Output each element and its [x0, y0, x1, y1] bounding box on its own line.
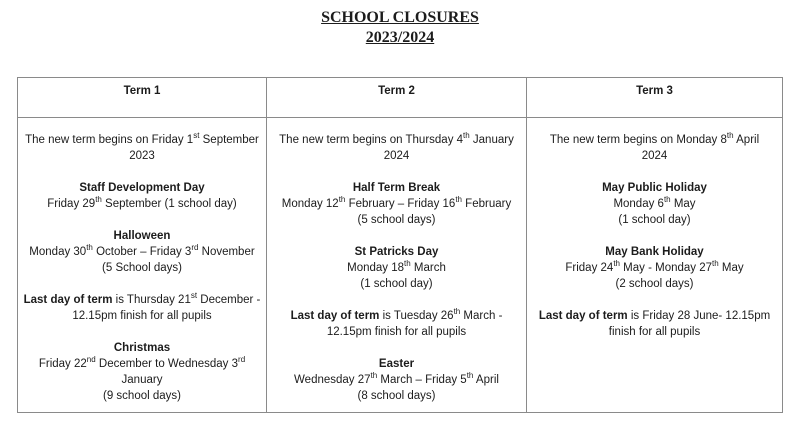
text-line: Monday 18th March	[347, 259, 446, 274]
term1-cell	[18, 118, 267, 413]
text-line	[527, 164, 782, 180]
text-line: Christmas	[113, 342, 171, 354]
text-line: The new term begins on Thursday 4th January	[279, 131, 514, 146]
document-title-line1: SCHOOL CLOSURES	[321, 9, 479, 26]
text-line: January	[121, 374, 163, 386]
text-line: finish for all pupils	[608, 326, 701, 338]
text-line	[18, 164, 266, 180]
text-line	[527, 292, 782, 308]
text-line: (2 school days)	[615, 278, 694, 290]
text-line: Last day of term is Tuesday 26th March -	[290, 307, 503, 322]
text-line: The new term begins on Friday 1st September	[25, 131, 259, 146]
text-line: The new term begins on Monday 8th April	[549, 131, 760, 146]
text-line: 2024	[383, 150, 410, 162]
text-line: Easter	[378, 358, 415, 370]
text-line: 2024	[641, 150, 668, 162]
text-line: Staff Development Day	[79, 182, 205, 194]
text-line: May Bank Holiday	[605, 246, 704, 258]
document-title-line2: 2023/2024	[365, 29, 435, 46]
school-closures-table	[17, 77, 783, 413]
text-line: (1 school day)	[618, 214, 691, 226]
text-line: Last day of term is Thursday 21st December -	[23, 291, 261, 306]
table-body-row	[18, 118, 783, 413]
text-line: Monday 12th February – Friday 16th February	[281, 195, 512, 210]
text-line: Friday 24th May - Monday 27th May	[565, 259, 744, 274]
text-line	[18, 276, 266, 292]
text-line: St Patricks Day	[354, 246, 439, 258]
text-line	[527, 228, 782, 244]
text-line: (8 school days)	[357, 390, 436, 402]
text-line: (1 school day)	[360, 278, 433, 290]
text-line: Friday 22nd December to Wednesday 3rd	[38, 355, 246, 370]
column-header-term1: Term 1	[18, 78, 267, 118]
text-line: 2023	[129, 150, 155, 162]
text-line: 12.15pm finish for all pupils	[72, 310, 212, 322]
text-line: Last day of term is Friday 28 June- 12.15pm	[538, 310, 771, 322]
text-line: 12.15pm finish for all pupils	[326, 326, 467, 338]
text-line: Half Term Break	[352, 182, 441, 194]
document-header	[0, 0, 800, 48]
text-line	[18, 324, 266, 340]
column-header-term2: Term 2	[267, 78, 527, 118]
text-line	[267, 292, 526, 308]
text-line: (5 school days)	[357, 214, 436, 226]
text-line: Monday 30th October – Friday 3rd November	[29, 243, 255, 258]
column-header-term3: Term 3	[527, 78, 783, 118]
text-line: (9 school days)	[103, 390, 181, 402]
text-line: Wednesday 27th March – Friday 5th April	[294, 371, 499, 386]
text-line	[267, 340, 526, 356]
term2-cell	[267, 118, 527, 413]
text-line	[18, 212, 266, 228]
text-line: Friday 29th September (1 school day)	[47, 195, 237, 210]
text-line: Halloween	[113, 230, 171, 242]
text-line	[267, 228, 526, 244]
text-line: Monday 6th May	[613, 195, 696, 210]
text-line: May Public Holiday	[602, 182, 707, 194]
term3-cell	[527, 118, 783, 413]
text-line	[267, 164, 526, 180]
text-line: (5 School days)	[102, 262, 182, 274]
table-header-row	[18, 78, 783, 118]
